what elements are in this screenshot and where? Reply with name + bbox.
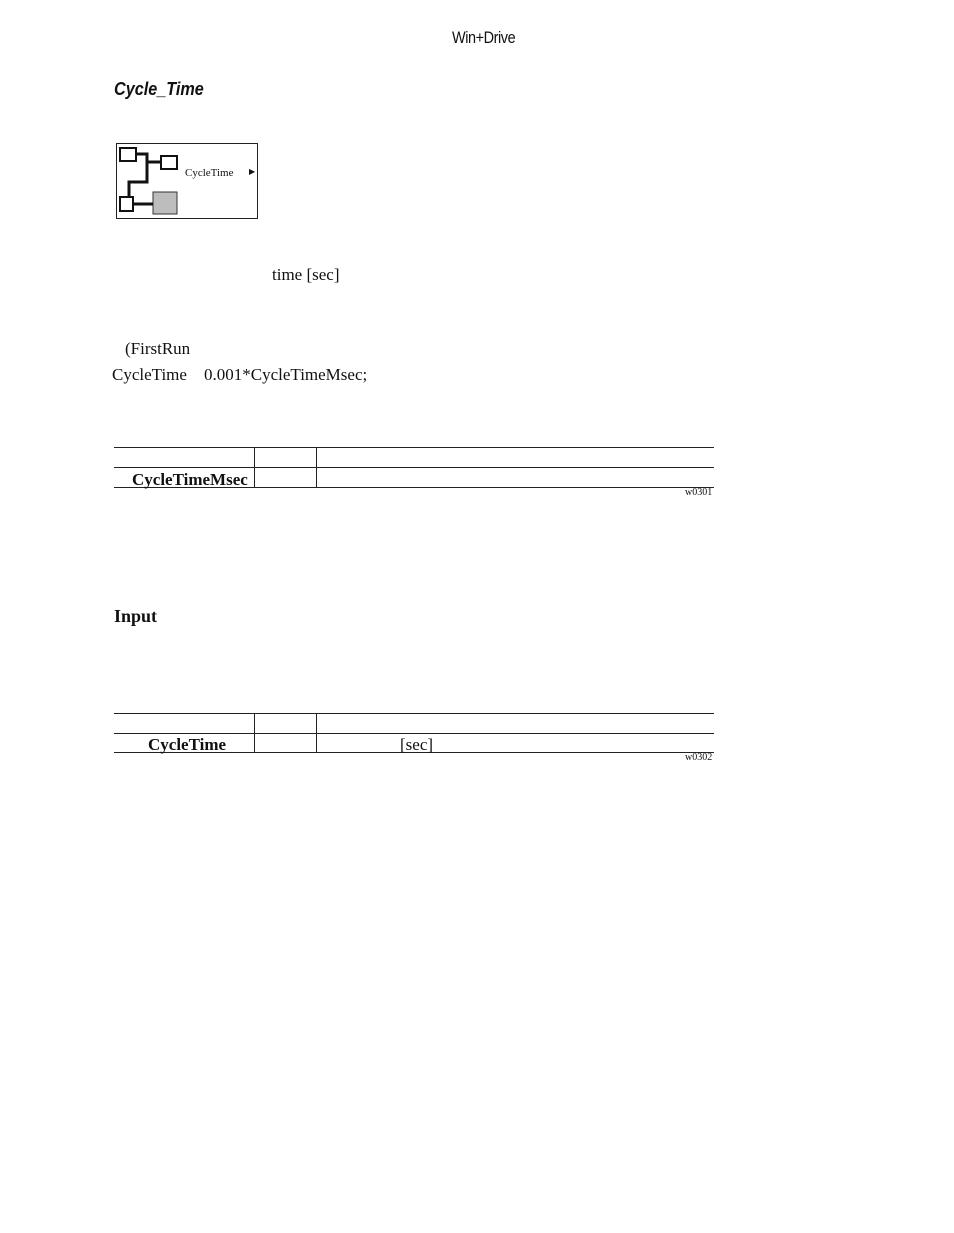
input-heading: Input — [114, 606, 158, 626]
figure-tag: w0302 — [685, 752, 713, 763]
table-mid-rule — [114, 733, 714, 734]
code-line-lhs: CycleTime — [112, 365, 187, 384]
table-column-divider — [316, 713, 317, 752]
table-top-rule — [114, 447, 714, 448]
table-column-divider — [254, 713, 255, 752]
table-row-description: [sec] — [400, 735, 434, 754]
units-text: time [sec] — [272, 265, 340, 284]
cycle-time-block-diagram — [116, 143, 258, 219]
block-output-label: CycleTime — [185, 167, 234, 179]
table-mid-rule — [114, 467, 714, 468]
table-top-rule — [114, 713, 714, 714]
table-column-divider — [254, 447, 255, 487]
section-title: Cycle_Time — [114, 79, 204, 99]
code-line-rhs: 0.001*CycleTimeMsec; — [204, 365, 368, 384]
output-arrow-icon: ▶ — [249, 167, 256, 176]
block-diagram-icon — [117, 144, 257, 218]
table-row-name: CycleTime — [148, 735, 227, 754]
code-line-firstrun: (FirstRun — [125, 339, 191, 358]
table-column-divider — [316, 447, 317, 487]
page-header-title: Win+Drive — [452, 28, 516, 47]
figure-tag: w0301 — [685, 487, 713, 498]
table-row-name: CycleTimeMsec — [132, 470, 248, 489]
